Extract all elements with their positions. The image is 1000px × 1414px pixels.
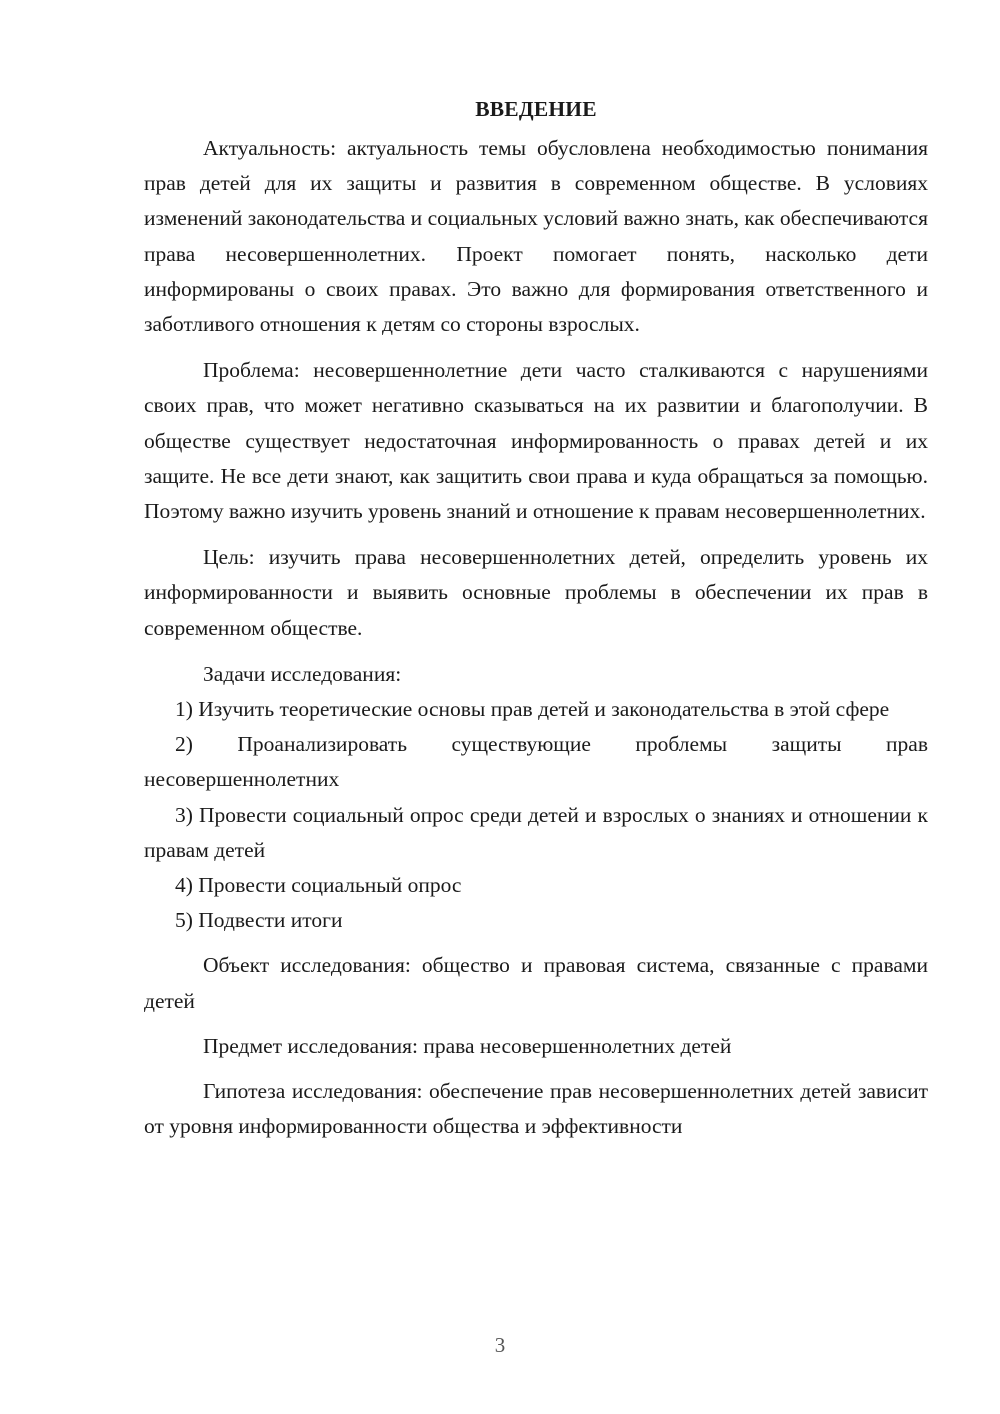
paragraph-goal: Цель: изучить права несовершеннолетних детей, определить уровень их информированности и выявить основные проблемы в обеспечении их прав в современном обществе. xyxy=(144,545,928,640)
list-item: 5) Подвести итоги xyxy=(175,908,343,933)
tasks-heading: Задачи исследования: xyxy=(203,661,402,686)
document-body xyxy=(144,92,928,1144)
list-item: 3) Провести социальный опрос среди детей и взрослых о знаниях и отношении к правам детей xyxy=(144,802,928,862)
page-number: 3 xyxy=(494,1333,506,1357)
list-item: 1) Изучить теоретические основы прав детей и законодательства в этой сфере xyxy=(175,697,890,722)
paragraph-hypothesis: Гипотеза исследования: обеспечение прав несовершеннолетних детей зависит от уровня информированности общества и эффективности xyxy=(144,1079,928,1139)
tasks-list xyxy=(144,692,928,938)
paragraph-relevance: Актуальность: актуальность темы обусловлена необходимостью понимания прав детей для их защиты и развития в современном обществе. В условиях изменений законодательства и социальных условий важно знать, как обеспечиваются права несовершеннолетних. Проект помогает понять, насколько дети информированы о своих правах. Это важно для формирования ответственного и заботливого отношения к детям со стороны взрослых. xyxy=(144,136,928,337)
paragraph-object: Объект исследования: общество и правовая система, связанные с правами детей xyxy=(144,953,928,1013)
paragraph-subject: Предмет исследования: права несовершеннолетних детей xyxy=(203,1033,732,1058)
list-item: 2) Проанализировать существующие проблемы защиты прав несовершеннолетних xyxy=(144,732,928,792)
paragraph-problem: Проблема: несовершеннолетние дети часто сталкиваются с нарушениями своих прав, что может негативно сказываться на их развитии и благополучии. В обществе существует недостаточная информированность о правах детей и их защите. Не все дети знают, как защитить свои права и куда обращаться за помощью. Поэтому важно изучить уровень знаний и отношение к правам несовершеннолетних. xyxy=(144,358,928,524)
list-item: 4) Провести социальный опрос xyxy=(175,873,462,898)
page-title: ВВЕДЕНИЕ xyxy=(475,97,597,121)
